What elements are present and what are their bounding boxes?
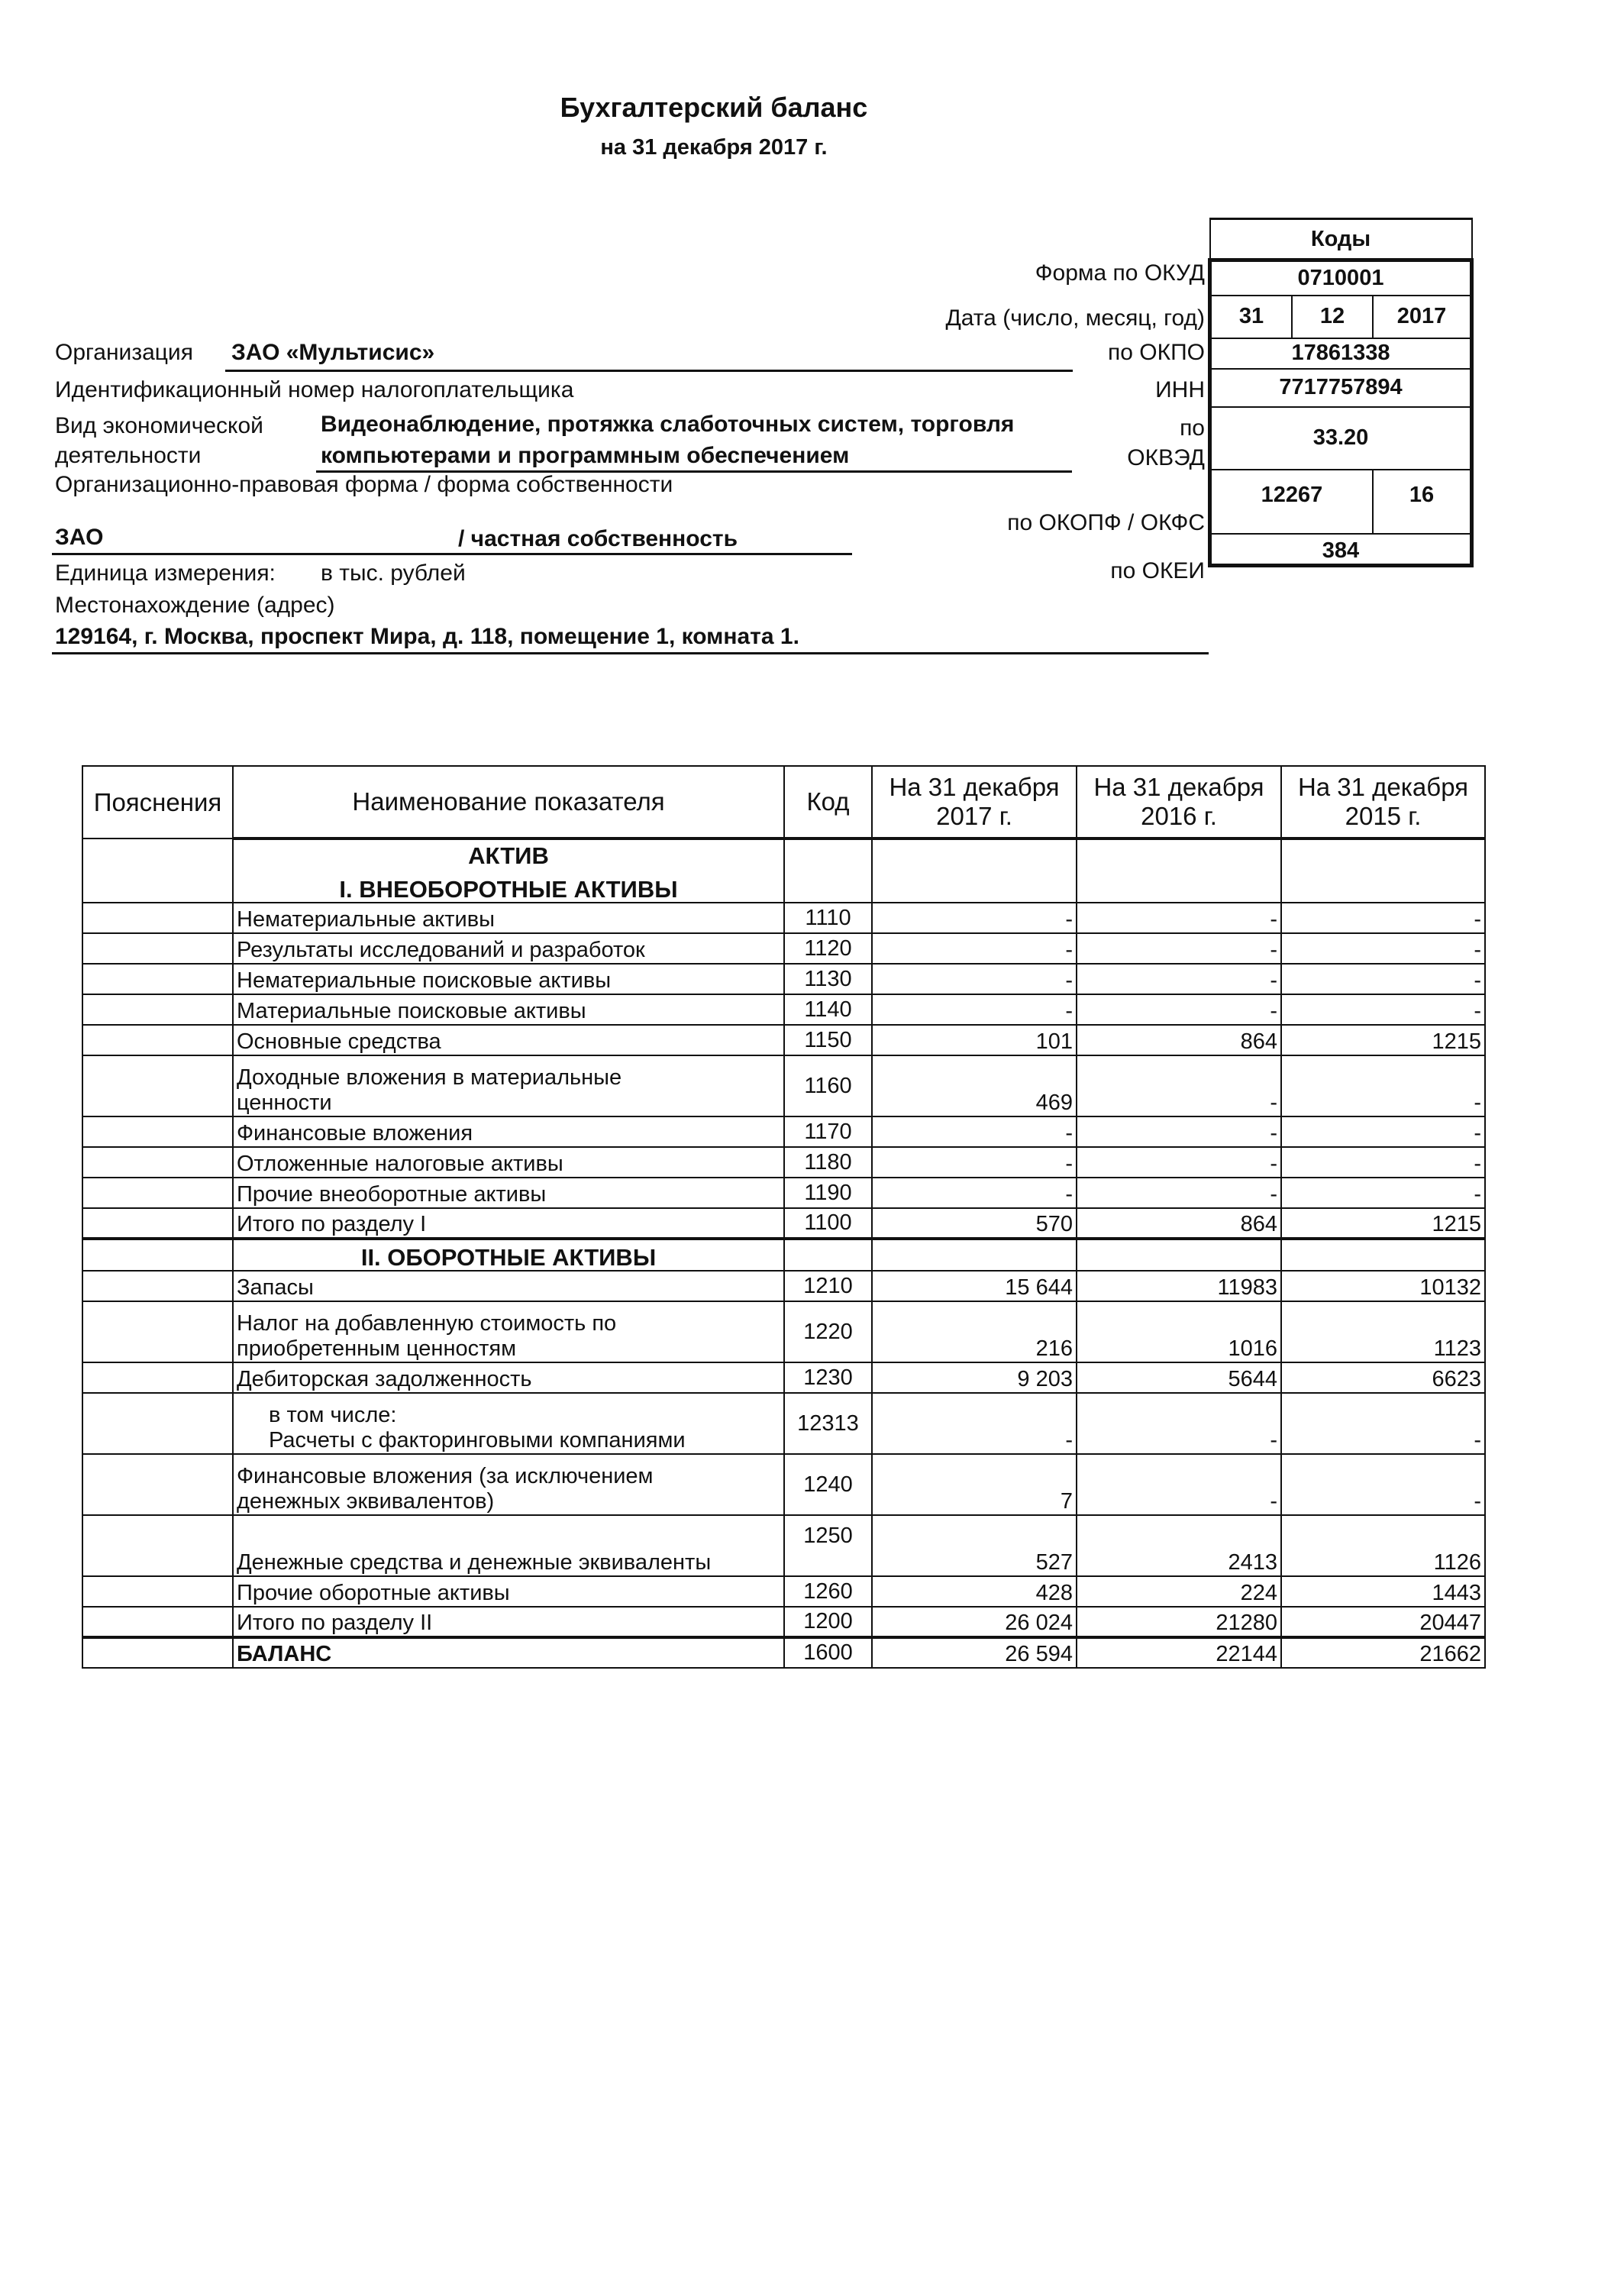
table-row — [82, 1301, 1485, 1362]
row-value-2016: - — [1077, 903, 1281, 933]
row-name-line1: Финансовые вложения (за исключением — [237, 1464, 654, 1488]
row-value-2016: 1016 — [1077, 1301, 1281, 1362]
row-code: 12313 — [784, 1393, 872, 1454]
row-value-2015: - — [1281, 1454, 1485, 1515]
row-name: Денежные средства и денежные эквиваленты — [233, 1515, 784, 1576]
row-code: 1130 — [784, 964, 872, 994]
row-code: 1260 — [784, 1576, 872, 1607]
codes-header: Коды — [1210, 219, 1472, 260]
row-name — [233, 1055, 784, 1116]
row-name: Результаты исследований и разработок — [233, 933, 784, 964]
row-code: 1150 — [784, 1025, 872, 1055]
row-notes — [82, 1147, 233, 1178]
okud-label: Форма по ОКУД — [1035, 260, 1205, 286]
legal-form-value: ЗАО — [55, 525, 104, 550]
row-notes — [82, 964, 233, 994]
row-value-2015: - — [1281, 1055, 1485, 1116]
date-year: 2017 — [1373, 296, 1472, 338]
row-value-2017: 26 024 — [872, 1607, 1077, 1637]
okopf-okfs-label: по ОКОПФ / ОКФС — [1007, 510, 1205, 535]
row-value-2016: - — [1077, 964, 1281, 994]
row-name: Нематериальные активы — [233, 903, 784, 933]
row-value-2015: - — [1281, 1393, 1485, 1454]
row-value-2016: - — [1077, 1178, 1281, 1208]
row-notes — [82, 933, 233, 964]
row-notes — [82, 1454, 233, 1515]
row-name: Запасы — [233, 1271, 784, 1301]
table-row — [82, 1576, 1485, 1607]
col-notes-header: Пояснения — [82, 766, 233, 839]
row-code: 1140 — [784, 994, 872, 1025]
row-value-2016: 22144 — [1077, 1637, 1281, 1668]
row-value-2017: 428 — [872, 1576, 1077, 1607]
row-value-2017: 469 — [872, 1055, 1077, 1116]
row-value-2015: 1126 — [1281, 1515, 1485, 1576]
row-value-2015: 21662 — [1281, 1637, 1485, 1668]
unit-value: в тыс. рублей — [321, 561, 466, 586]
okved-label: ОКВЭД — [1127, 445, 1205, 470]
aktiv-heading: АКТИВ — [233, 839, 784, 871]
inn-label: ИНН — [1155, 377, 1205, 402]
section2-heading: II. ОБОРОТНЫЕ АКТИВЫ — [233, 1239, 784, 1271]
table-row — [82, 1178, 1485, 1208]
activity-line-2: компьютерами и программным обеспечением — [321, 443, 850, 468]
aktiv-row — [82, 839, 1485, 871]
row-code: 1210 — [784, 1271, 872, 1301]
row-value-2015: 1443 — [1281, 1576, 1485, 1607]
row-code: 1110 — [784, 903, 872, 933]
row-value-2015: 20447 — [1281, 1607, 1485, 1637]
page-subtitle: на 31 декабря 2017 г. — [600, 135, 828, 160]
row-value-2017: - — [872, 1147, 1077, 1178]
table-header-row — [82, 766, 1485, 839]
row-code: 1250 — [784, 1515, 872, 1576]
section1-row — [82, 871, 1485, 903]
row-name-line2: Расчеты с факторинговыми компаниями — [269, 1428, 686, 1452]
row-value-2016: - — [1077, 1393, 1281, 1454]
legal-form-underline — [52, 553, 852, 555]
row-code: 1200 — [784, 1607, 872, 1637]
row-notes — [82, 1576, 233, 1607]
row-value-2016: 11983 — [1077, 1271, 1281, 1301]
row-name: Отложенные налоговые активы — [233, 1147, 784, 1178]
inn-code: 7717757894 — [1210, 369, 1472, 407]
row-value-2017: - — [872, 1393, 1077, 1454]
row-value-2016: 864 — [1077, 1208, 1281, 1239]
row-code: 1120 — [784, 933, 872, 964]
table-row — [82, 933, 1485, 964]
table-row — [82, 1637, 1485, 1668]
row-notes — [82, 1178, 233, 1208]
row-code: 1180 — [784, 1147, 872, 1178]
row-notes — [82, 1208, 233, 1239]
row-value-2015: 1215 — [1281, 1025, 1485, 1055]
row-value-2015: - — [1281, 1147, 1485, 1178]
row-name: Итого по разделу II — [233, 1607, 784, 1637]
row-notes — [82, 1055, 233, 1116]
table-row — [82, 1454, 1485, 1515]
organization-label: Организация — [55, 340, 193, 365]
activity-label-1: Вид экономической — [55, 413, 263, 438]
date-month: 12 — [1292, 296, 1373, 338]
okud-code: 0710001 — [1210, 260, 1472, 296]
row-notes — [82, 1362, 233, 1393]
row-name-line1: в том числе: — [269, 1403, 397, 1427]
row-value-2016: - — [1077, 933, 1281, 964]
address-underline — [52, 652, 1209, 654]
row-name: Основные средства — [233, 1025, 784, 1055]
col-2017-header: На 31 декабря 2017 г. — [872, 766, 1077, 839]
section2-row — [82, 1239, 1485, 1271]
okved-code: 33.20 — [1210, 407, 1472, 470]
row-value-2017: 570 — [872, 1208, 1077, 1239]
row-name: Финансовые вложения — [233, 1116, 784, 1147]
row-value-2016: - — [1077, 994, 1281, 1025]
location-label: Местонахождение (адрес) — [55, 593, 335, 618]
row-notes — [82, 1637, 233, 1668]
row-value-2016: 224 — [1077, 1576, 1281, 1607]
row-value-2015: - — [1281, 964, 1485, 994]
row-name — [233, 1301, 784, 1362]
table-row — [82, 1208, 1485, 1239]
row-notes — [82, 1025, 233, 1055]
table-row — [82, 1147, 1485, 1178]
row-notes — [82, 1393, 233, 1454]
row-name: Дебиторская задолженность — [233, 1362, 784, 1393]
row-name-line1: Доходные вложения в материальные — [237, 1065, 622, 1090]
page-title: Бухгалтерский баланс — [560, 92, 868, 123]
table-row — [82, 1025, 1485, 1055]
organization-name: ЗАО «Мультисис» — [231, 340, 435, 365]
table-row — [82, 1393, 1485, 1454]
row-name: БАЛАНС — [233, 1637, 784, 1668]
okpo-code: 17861338 — [1210, 338, 1472, 369]
row-value-2017: - — [872, 994, 1077, 1025]
table-row — [82, 1515, 1485, 1576]
row-value-2016: - — [1077, 1454, 1281, 1515]
row-value-2017: - — [872, 903, 1077, 933]
row-value-2017: 9 203 — [872, 1362, 1077, 1393]
col-2015-header: На 31 декабря 2015 г. — [1281, 766, 1485, 839]
row-code: 1220 — [784, 1301, 872, 1362]
row-code: 1170 — [784, 1116, 872, 1147]
row-notes — [82, 1515, 233, 1576]
table-row — [82, 964, 1485, 994]
row-name-line2: ценности — [237, 1091, 332, 1115]
activity-line-1: Видеонаблюдение, протяжка слаботочных систем, торговля — [321, 412, 1015, 437]
okei-code: 384 — [1210, 534, 1472, 566]
row-value-2017: - — [872, 964, 1077, 994]
row-value-2017: 216 — [872, 1301, 1077, 1362]
section1-heading: I. ВНЕОБОРОТНЫЕ АКТИВЫ — [233, 871, 784, 903]
organization-underline — [225, 370, 1073, 372]
table-row — [82, 1271, 1485, 1301]
row-name: Итого по разделу I — [233, 1208, 784, 1239]
table-row — [82, 1116, 1485, 1147]
unit-label: Единица измерения: — [55, 561, 276, 586]
row-code: 1190 — [784, 1178, 872, 1208]
row-code: 1230 — [784, 1362, 872, 1393]
address-value: 129164, г. Москва, проспект Мира, д. 118, помещение 1, комната 1. — [55, 624, 799, 649]
row-code: 1600 — [784, 1637, 872, 1668]
table-row — [82, 1607, 1485, 1637]
col-code-header: Код — [784, 766, 872, 839]
row-value-2016: 5644 — [1077, 1362, 1281, 1393]
col-name-header: Наименование показателя — [233, 766, 784, 839]
okopf-code: 12267 — [1210, 470, 1374, 534]
okpo-label: по ОКПО — [1108, 340, 1205, 365]
tax-id-label: Идентификационный номер налогоплательщика — [55, 377, 574, 402]
row-value-2015: 1123 — [1281, 1301, 1485, 1362]
table-row — [82, 1055, 1485, 1116]
date-label: Дата (число, месяц, год) — [945, 305, 1205, 331]
row-value-2016: 21280 — [1077, 1607, 1281, 1637]
row-name — [233, 1454, 784, 1515]
row-value-2015: 1215 — [1281, 1208, 1485, 1239]
date-day: 31 — [1210, 296, 1293, 338]
row-value-2015: 10132 — [1281, 1271, 1485, 1301]
okved-po-label: по — [1180, 415, 1205, 441]
row-notes — [82, 1301, 233, 1362]
row-value-2015: - — [1281, 1178, 1485, 1208]
row-value-2015: - — [1281, 994, 1485, 1025]
row-value-2017: 101 — [872, 1025, 1077, 1055]
legal-form-label: Организационно-правовая форма / форма собственности — [55, 472, 673, 497]
row-value-2015: 6623 — [1281, 1362, 1485, 1393]
table-row — [82, 994, 1485, 1025]
row-value-2017: 7 — [872, 1454, 1077, 1515]
row-notes — [82, 1607, 233, 1637]
row-value-2017: - — [872, 933, 1077, 964]
row-value-2015: - — [1281, 933, 1485, 964]
row-name-line2: приобретенным ценностям — [237, 1336, 517, 1361]
okfs-code: 16 — [1373, 470, 1472, 534]
row-value-2017: 527 — [872, 1515, 1077, 1576]
row-value-2016: 2413 — [1077, 1515, 1281, 1576]
row-name: Прочие оборотные активы — [233, 1576, 784, 1607]
row-name: Материальные поисковые активы — [233, 994, 784, 1025]
balance-table — [82, 765, 1486, 1669]
ownership-value: / частная собственность — [458, 526, 738, 551]
table-row — [82, 903, 1485, 933]
row-value-2017: 26 594 — [872, 1637, 1077, 1668]
row-name-line1: Налог на добавленную стоимость по — [237, 1311, 617, 1336]
row-name: Нематериальные поисковые активы — [233, 964, 784, 994]
row-code: 1240 — [784, 1454, 872, 1515]
row-notes — [82, 1116, 233, 1147]
row-value-2016: - — [1077, 1147, 1281, 1178]
row-name-line2: денежных эквивалентов) — [237, 1489, 495, 1514]
row-value-2016: - — [1077, 1116, 1281, 1147]
row-value-2017: - — [872, 1178, 1077, 1208]
row-name — [233, 1393, 784, 1454]
row-value-2016: 864 — [1077, 1025, 1281, 1055]
activity-label-2: деятельности — [55, 443, 202, 468]
row-value-2017: - — [872, 1116, 1077, 1147]
okei-label: по ОКЕИ — [1110, 558, 1205, 583]
row-value-2017: 15 644 — [872, 1271, 1077, 1301]
table-row — [82, 1362, 1485, 1393]
row-value-2016: - — [1077, 1055, 1281, 1116]
row-name: Прочие внеоборотные активы — [233, 1178, 784, 1208]
row-notes — [82, 994, 233, 1025]
codes-box — [1208, 218, 1474, 567]
row-code: 1100 — [784, 1208, 872, 1239]
row-notes — [82, 903, 233, 933]
col-2016-header: На 31 декабря 2016 г. — [1077, 766, 1281, 839]
row-value-2015: - — [1281, 903, 1485, 933]
row-notes — [82, 1271, 233, 1301]
row-value-2015: - — [1281, 1116, 1485, 1147]
row-code: 1160 — [784, 1055, 872, 1116]
